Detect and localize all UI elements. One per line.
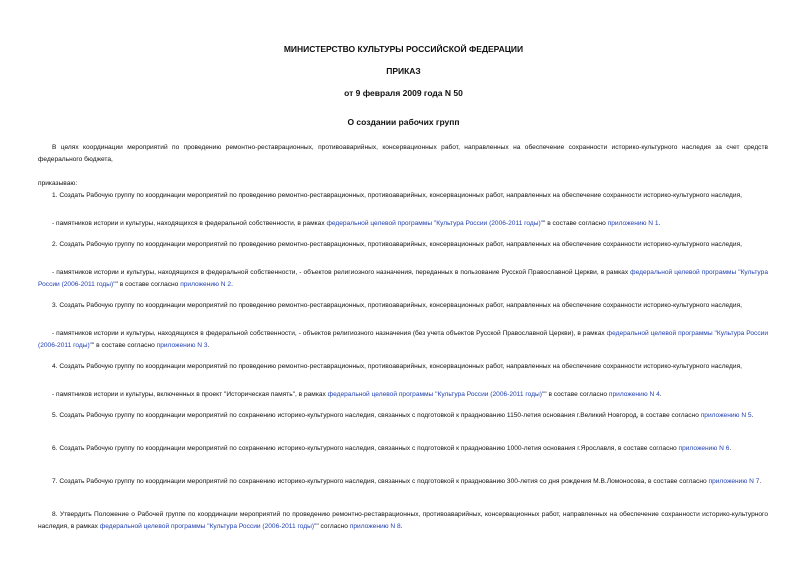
appendix-link-7[interactable]: приложению N 7 [708, 478, 760, 485]
item-text: 7. Создать Рабочую группу по координации мероприятий по сохранению историко-культурного наследия, связанных с подготовкой к празднованию 300-летия со дня рождения М.В.Ломоносова, в составе согласно [52, 478, 709, 485]
item-text: . [400, 523, 403, 530]
item-2: 2. Создать Рабочую группу по координации мероприятий по проведению ремонтно-реставрационных, противоаварийных, консервационных работ, направленных на обеспечение сохранности историко-культурного наследия, [52, 241, 742, 248]
item-6 [38, 443, 768, 455]
detail-text: . [231, 281, 233, 288]
item-1-detail [38, 218, 768, 230]
program-link[interactable]: федеральной целевой программы "Культура России (2006-2011 годы)" [327, 391, 545, 398]
appendix-link-1[interactable]: приложению N 1 [607, 220, 659, 227]
item-4-detail [38, 389, 768, 401]
item-2-detail [38, 267, 768, 291]
detail-text: - памятников истории и культуры, находящихся в федеральной собственности, - объектов религиозного назначения, переданных в пользование Русской Православной Церкви, в рамках [52, 269, 631, 276]
item-text: 5. Создать Рабочую группу по координации мероприятий по сохранению историко-культурного наследия, связанных с подготовкой к празднованию 1150-летия основания г.Великий Новгород, в составе согласно [52, 412, 701, 419]
doc-subject: О создании рабочих групп [347, 117, 460, 127]
item-text: . [759, 478, 762, 485]
program-link[interactable]: федеральной целевой программы "Культура России (2006-2011 годы)" [38, 269, 768, 288]
appendix-link-2[interactable]: приложению N 2 [180, 281, 232, 288]
detail-text: . [658, 220, 661, 227]
item-4: 4. Создать Рабочую группу по координации мероприятий по проведению ремонтно-реставрационных, противоаварийных, консервационных работ, направленных на обеспечение сохранности историко-культурного наследия, [52, 363, 742, 370]
program-link[interactable]: федеральной целевой программы "Культура России (2006-2011 годы)" [326, 220, 544, 227]
program-link[interactable]: федеральной целевой программы "Культура России (2006-2011 годы)" [99, 523, 317, 530]
appendix-link-6[interactable]: приложению N 6 [678, 445, 730, 452]
item-text: 6. Создать Рабочую группу по координации мероприятий по сохранению историко-культурного наследия, связанных с подготовкой к празднованию 1000-летия основания г.Ярославля, в составе согласно [52, 445, 679, 452]
item-8 [38, 509, 768, 533]
appendix-link-8[interactable]: приложению N 8 [349, 523, 401, 530]
doc-date-number: от 9 февраля 2009 года N 50 [344, 88, 463, 98]
item-3: 3. Создать Рабочую группу по координации мероприятий по проведению ремонтно-реставрационных, противоаварийных, консервационных работ, направленных на обеспечение сохранности историко-культурного наследия, [52, 302, 742, 309]
appendix-link-4[interactable]: приложению N 4 [608, 391, 660, 398]
item-text: . [729, 445, 732, 452]
item-5 [38, 410, 768, 422]
detail-text: - памятников истории и культуры, включенных в проект "Историческая память", в рамках [52, 391, 328, 398]
detail-text: " в составе согласно [543, 220, 608, 227]
program-link[interactable]: федеральной целевой программы "Культура России (2006-2011 годы)" [38, 330, 768, 349]
item-1: 1. Создать Рабочую группу по координации мероприятий по проведению ремонтно-реставрационных, противоаварийных, консервационных работ, направленных на обеспечение сохранности историко-культурного наследия, [52, 192, 742, 199]
item-7 [38, 476, 768, 488]
item-text: . [751, 412, 754, 419]
item-text: 8. Утвердить Положение о Рабочей группе по координации мероприятий по проведению ремонтно-реставрационных, противоаварийных, консервационных работ, направленных на обеспечение сохранности историко-культурного наследия, в рамках [38, 511, 768, 530]
detail-text: " в составе согласно [115, 281, 181, 288]
appendix-link-5[interactable]: приложению N 5 [700, 412, 752, 419]
item-3-detail [38, 328, 768, 352]
detail-text: - памятников истории и культуры, находящихся в федеральной собственности, в рамках [52, 220, 327, 227]
appendix-link-3[interactable]: приложению N 3 [156, 342, 208, 349]
detail-text: " в составе согласно [544, 391, 609, 398]
detail-text: - памятников истории и культуры, находящихся в федеральной собственности, - объектов религиозного назначения (без учета объектов Русской Православной Церкви), в рамках [52, 330, 607, 337]
detail-text: " в составе согласно [91, 342, 157, 349]
preamble: В целях координации мероприятий по проведению ремонтно-реставрационных, противоаварийных, консервационных работ, направленных на обеспечение сохранности историко-культурного наследия за счет средств федерального бюджета, [38, 144, 768, 163]
order-word: приказываю: [38, 180, 78, 187]
ministry-title: МИНИСТЕРСТВО КУЛЬТУРЫ РОССИЙСКОЙ ФЕДЕРАЦИИ [283, 44, 524, 54]
doc-type: ПРИКАЗ [386, 66, 421, 76]
item-text: " согласно [316, 523, 350, 530]
detail-text: . [207, 342, 210, 349]
detail-text: . [659, 391, 662, 398]
